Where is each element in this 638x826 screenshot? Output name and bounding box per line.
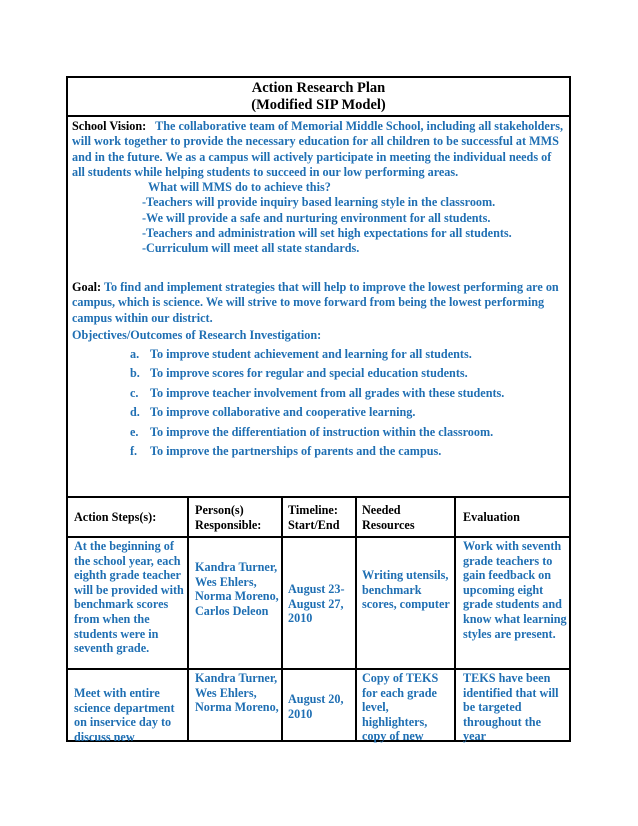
objective-item: e. To improve the differentiation of instruction within the classroom. bbox=[130, 424, 494, 439]
row1-persons: Kandra Turner, Wes Ehlers, Norma Moreno, Carlos Deleon bbox=[195, 560, 279, 618]
objective-item: b. To improve scores for regular and special education students. bbox=[130, 366, 468, 381]
goal-section bbox=[72, 280, 566, 326]
objective-item: c. To improve teacher involvement from all grades with these students. bbox=[130, 385, 505, 400]
objective-item: f. To improve the partnerships of parents and the campus. bbox=[130, 444, 442, 459]
row2-action-steps: Meet with entire science department on inservice day to discuss new bbox=[74, 686, 175, 744]
header-evaluation: Evaluation bbox=[463, 510, 520, 524]
objective-item: a. To improve student achievement and learning for all students. bbox=[130, 347, 472, 361]
objective-item: d. To improve collaborative and cooperative learning. bbox=[130, 405, 416, 420]
document-title bbox=[66, 80, 571, 114]
vision-question: What will MMS do to achieve this? bbox=[148, 180, 331, 195]
row1-action-steps: At the beginning of the school year, each eighth grade teacher will be provided with benchmark scores from when the students were in seventh grade. bbox=[74, 539, 184, 656]
row2-evaluation: TEKS have been identified that will be targeted throughout the year bbox=[463, 671, 559, 744]
table-row-divider-line bbox=[66, 668, 571, 670]
vision-point-4: -Curriculum will meet all state standards. bbox=[142, 241, 360, 256]
row1-evaluation: Work with seventh grade teachers to gain feedback on upcoming eight grade students and know what learning styles are present. bbox=[463, 539, 567, 641]
column-divider-4 bbox=[454, 496, 456, 742]
section-divider-line bbox=[66, 496, 571, 498]
column-divider-1 bbox=[187, 496, 189, 742]
school-vision-section bbox=[72, 119, 566, 257]
column-divider-2 bbox=[281, 496, 283, 742]
goal-label: Goal: bbox=[72, 280, 102, 294]
frame-top-line bbox=[66, 76, 571, 78]
title-divider-line bbox=[66, 115, 571, 117]
objectives-heading: Objectives/Outcomes of Research Investigation: bbox=[72, 328, 322, 342]
vision-point-2: -We will provide a safe and nurturing environment for all students. bbox=[142, 210, 491, 225]
header-needed-resources: Needed Resources bbox=[362, 503, 415, 532]
vision-text: The collaborative team of Memorial Middle School, including all stakeholders, will work together to provide the necessary education for all children to be successful at MMS and in the future. We as a campus will actively participate in meeting the individual needs of all students while helping students to succeed in our low performing areas. bbox=[72, 119, 564, 179]
title-line-2: (Modified SIP Model) bbox=[251, 97, 386, 113]
row1-resources: Writing utensils, benchmark scores, computer bbox=[362, 568, 450, 612]
column-divider-3 bbox=[355, 496, 357, 742]
vision-point-3: -Teachers and administration will set high expectations for all students. bbox=[142, 226, 512, 241]
row2-resources: Copy of TEKS for each grade level, highlighters, copy of new bbox=[362, 671, 439, 744]
vision-label: School Vision: bbox=[72, 119, 147, 133]
row2-timeline: August 20, 2010 bbox=[288, 692, 344, 721]
frame-left-line bbox=[66, 76, 68, 742]
table-header-divider-line bbox=[66, 536, 571, 538]
vision-point-1: -Teachers will provide inquiry based learning style in the classroom. bbox=[142, 195, 496, 210]
title-line-1: Action Research Plan bbox=[251, 80, 386, 96]
header-persons-responsible: Person(s) Responsible: bbox=[195, 503, 262, 532]
header-action-steps: Action Steps(s): bbox=[74, 510, 157, 524]
header-timeline: Timeline: Start/End bbox=[288, 503, 340, 532]
row1-timeline: August 23-August 27, 2010 bbox=[288, 582, 345, 626]
frame-right-line bbox=[569, 76, 571, 742]
objectives-list bbox=[130, 347, 560, 464]
goal-text: To find and implement strategies that will help to improve the lowest performing are on campus, which is science. We will strive to move forward from being the lowest performing campus within our district. bbox=[72, 280, 559, 325]
row2-persons: Kandra Turner, Wes Ehlers, Norma Moreno, bbox=[195, 671, 279, 715]
